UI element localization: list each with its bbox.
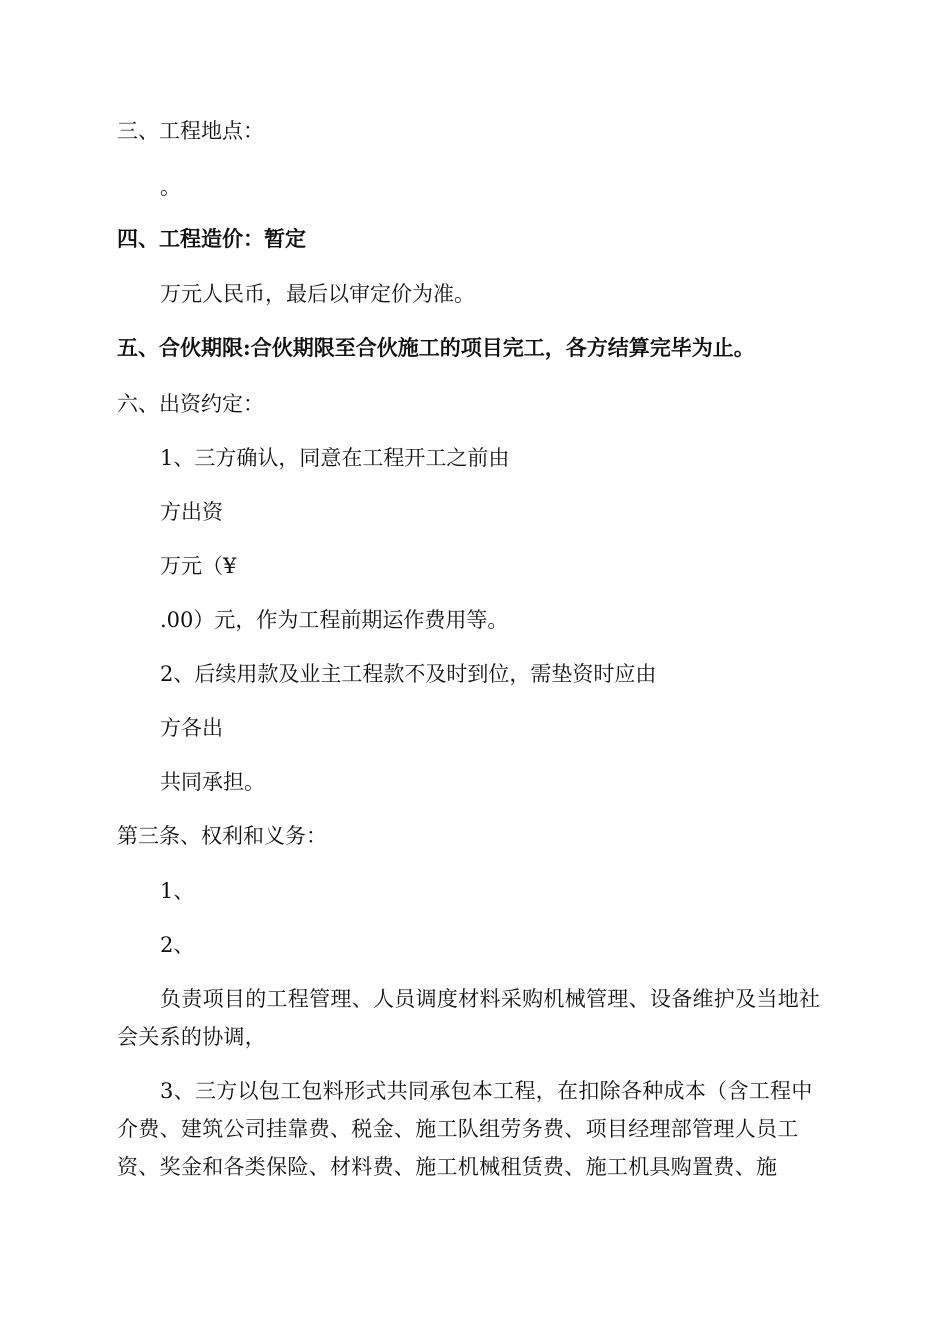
section-4-heading: 四、工程造价：暂定: [117, 226, 306, 251]
section-3-heading: 三、工程地点：: [117, 119, 264, 143]
article-3-paragraph-3: 3、三方以包工包料形式共同承包本工程，在扣除各种成本（含工程中介费、建筑公司挂靠费、税金、施工队组劳务费、项目经理部管理人员工资、奖金和各类保险、材料费、施工机械租赁费、施工机具购置费、施: [117, 1079, 813, 1179]
article-3-item-2: 2、: [160, 933, 195, 957]
article-3-item-1: 1、: [160, 879, 195, 903]
article-3-heading: 第三条、权利和义务：: [117, 824, 327, 848]
item-2-line-b: 方各出: [160, 716, 223, 740]
section-4-value: 万元人民币，最后以审定价为准。: [160, 282, 475, 306]
article-3-paragraph-a: 负责项目的工程管理、人员调度材料采购机械管理、设备维护及当地社会关系的协调，: [117, 987, 821, 1049]
item-2-line-a: 2、后续用款及业主工程款不及时到位，需垫资时应由: [160, 662, 657, 686]
item-1-line-c: 万元（¥: [160, 554, 237, 578]
item-1-line-d: .00）元，作为工程前期运作费用等。: [160, 608, 509, 632]
item-2-line-c: 共同承担。: [160, 770, 265, 794]
section-6-heading: 六、出资约定：: [117, 392, 264, 416]
item-1-line-b: 方出资: [160, 500, 223, 524]
item-1-line-a: 1、三方确认，同意在工程开工之前由: [160, 446, 510, 470]
section-3-value: 。: [160, 175, 181, 199]
section-5: 五、合伙期限:合伙期限至合伙施工的项目完工，各方结算完毕为止。: [117, 335, 755, 360]
